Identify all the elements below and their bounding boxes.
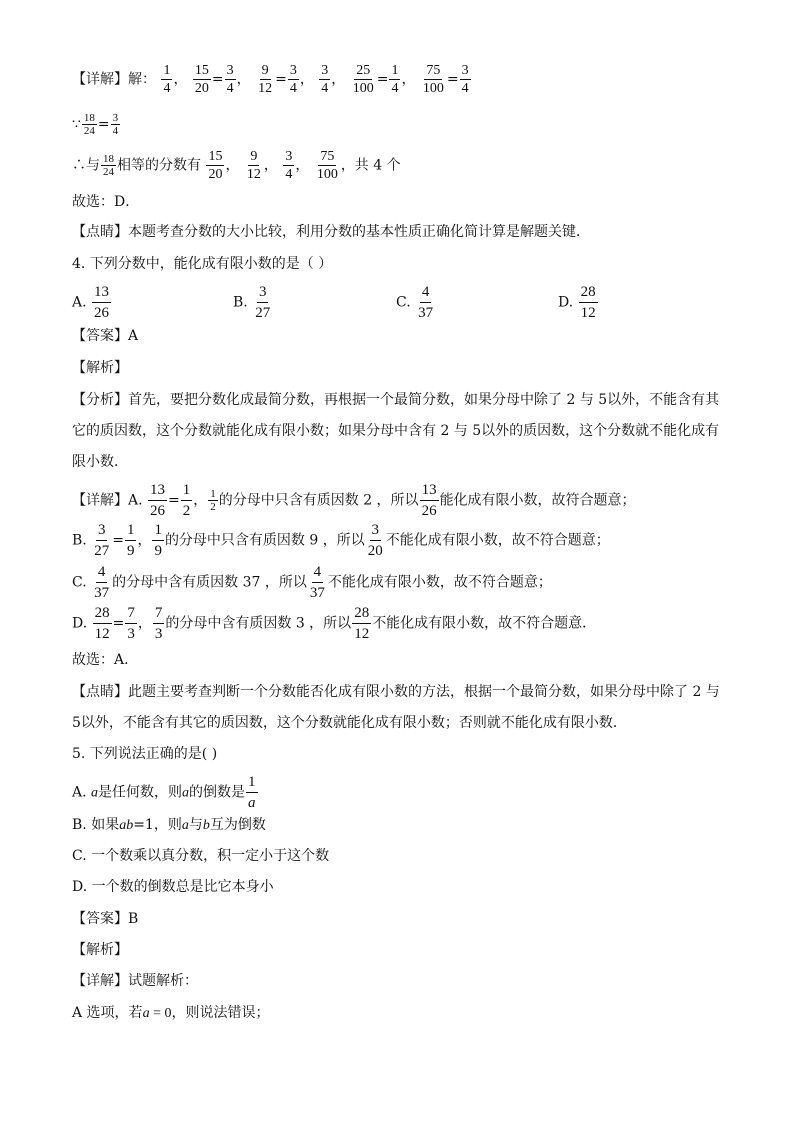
fraction: $\frac{75}{100}$: [422, 63, 444, 96]
fraction: $\frac{1}{9}$: [126, 522, 135, 559]
q4-option-c: [396, 282, 436, 323]
choose-line: 故选：D．: [72, 194, 140, 210]
fraction: $\frac{3}{4}$: [289, 63, 297, 96]
fraction: $\frac{75}{100}$: [316, 149, 338, 182]
option-label: C.: [72, 574, 87, 591]
fraction: $\frac{1}{9}$: [154, 522, 162, 559]
q4-fenxi-3: 限小数．: [72, 454, 128, 470]
detail-text: 能化成有限小数，故符合题意；: [439, 492, 636, 509]
q5-detail: 【详解】试题解析：: [72, 973, 198, 989]
q4-stem: 4. 下列分数中，能化成有限小数的是（ ）: [72, 256, 333, 272]
option-label: A.: [128, 492, 143, 509]
q4-fenxi-1: 【分析】首先，要把分数化成最简分数，再根据一个最简分数，如果分母中除了 2 与 5以外，不能含有其: [72, 392, 720, 408]
option-label: B.: [72, 532, 87, 549]
fraction: $\frac{7}{3}$: [127, 605, 135, 642]
q4-detail-a: 【详解】A. $\frac{13}{26}$ = $\frac{1}{2}$ ， $\frac{1}{2}$ 的分母中只含有质因数 2 ，所以 $\frac{13}{26}$ 能化成有限小数，故符合题意；: [72, 482, 636, 519]
fraction: $\frac{3}{4}$: [226, 63, 234, 96]
q4-option-b: [233, 282, 273, 323]
therefore-desc: 相等的分数有: [117, 157, 201, 174]
detail-text: 不能化成有限小数，故不符合题意；: [327, 574, 552, 591]
option-label: A.: [72, 784, 92, 801]
fraction: $\frac{3}{4}$: [285, 149, 293, 182]
fraction: $\frac{1}{a}$: [248, 774, 256, 811]
equation: = 0: [149, 1006, 172, 1021]
fraction: $\frac{3}{27}$: [255, 284, 271, 321]
fraction: $\frac{18}{24}$: [83, 112, 95, 137]
variable: a: [91, 785, 99, 801]
fraction: $\frac{13}{26}$: [94, 284, 110, 321]
explain-tag: 【详解】: [72, 71, 128, 88]
q4-detail-b: B. $\frac{3}{27}$ = $\frac{1}{9}$ ， $\frac{1}{9}$ 的分母中只含有质因数 9 ，所以 $\frac{3}{20}$ 不能化成有限小数，故不符合题意；: [72, 522, 610, 559]
q5-stem: 5. 下列说法正确的是( ): [72, 746, 218, 762]
fraction: $\frac{15}{20}$: [194, 63, 209, 96]
q5-analysis: 【解析】: [72, 942, 128, 958]
q4-option-d: [558, 282, 599, 323]
fraction: $\frac{28}{12}$: [354, 605, 370, 642]
option-text: 是任何数，则: [98, 784, 183, 801]
comment-line: 【点睛】本题考查分数的大小比较，利用分数的基本性质正确化简计算是解题关键．: [72, 224, 590, 240]
detail-text: 不能化成有限小数，故不符合题意；: [385, 532, 610, 549]
detail-tag: 【详解】: [72, 492, 128, 509]
q4-option-a: [72, 282, 112, 323]
fraction: $\frac{18}{24}$: [103, 153, 114, 178]
explain3-line1: 【详解】解： $\frac{1}{4}$ ， $\frac{15}{20}$ = $\frac{3}{4}$ ， $\frac{9}{12}$ = $\frac{3}{4}$ ， $\frac{3}{4}$ ， $\frac{25}{100}$ = $\frac{1}{4}$ ， $\frac{75}{100}$ = $\frac{3}{4}$: [72, 63, 469, 96]
q5-detail-a: [72, 1003, 269, 1024]
fraction: $\frac{3}{4}$: [112, 112, 119, 137]
therefore-line: ∴与 $\frac{18}{24}$ 相等的分数有 $\frac{15}{20}$ ， $\frac{9}{12}$ ， $\frac{3}{4}$ ， $\frac{75}{100}$ ，共 4 个: [72, 149, 401, 182]
option-text: B. 如果: [72, 817, 120, 833]
option-text: 的倒数是: [189, 784, 246, 801]
fraction: $\frac{1}{2}$: [182, 482, 191, 519]
fraction: $\frac{28}{12}$: [580, 284, 596, 321]
option-label: A.: [72, 294, 87, 311]
q4-detail-d: D. $\frac{28}{12}$ = $\frac{7}{3}$ ， $\frac{7}{3}$ 的分母中含有质因数 3 ，所以 $\frac{28}{12}$ 不能化成有限小数，故不符合题意．: [72, 605, 597, 642]
because-symbol: ∵: [72, 116, 81, 133]
fraction: $\frac{4}{37}$: [309, 564, 325, 601]
q5-option-a: [72, 772, 259, 813]
fraction: $\frac{7}{3}$: [154, 605, 163, 642]
fraction: $\frac{3}{4}$: [461, 63, 469, 96]
detail-text: A 选项，若: [72, 1005, 143, 1021]
variable: ab: [119, 818, 134, 833]
q4-comment-2: 5以外，不能含有其它的质因数，这个分数就能化成有限小数；否则就不能化成有限小数．: [72, 715, 627, 731]
detail-text: 的分母中只含有质因数 9 ，所以: [164, 532, 365, 549]
variable: a: [181, 818, 189, 833]
count-text: ，共 4 个: [340, 157, 401, 174]
because-line: ∵ $\frac{18}{24}$ = $\frac{3}{4}$: [72, 112, 119, 137]
fraction: $\frac{1}{2}$: [210, 488, 216, 513]
q4-choose: 故选：A．: [72, 652, 139, 668]
fraction: $\frac{13}{26}$: [421, 482, 437, 519]
detail-text: 不能化成有限小数，故不符合题意．: [372, 615, 597, 632]
variable: a: [182, 785, 190, 801]
q4-fenxi-2: 它的质因数，这个分数就能化成有限小数；如果分母中含有 2 与 5以外的质因数，这个分数就不能化成有: [72, 423, 720, 439]
detail-text: ，则说法错误；: [171, 1005, 270, 1021]
option-label: C.: [396, 294, 411, 311]
option-label: B.: [233, 294, 248, 311]
therefore-text: ∴与: [72, 157, 100, 174]
fraction: $\frac{4}{37}$: [94, 564, 110, 601]
q4-comment-1: 【点睛】此题主要考查判断一个分数能否化成有限小数的方法，根据一个最简分数，如果分母中除了 2 与: [72, 684, 720, 700]
option-label: D.: [72, 615, 88, 632]
detail-text: 的分母中含有质因数 3 ，所以: [165, 615, 352, 632]
fraction: $\frac{13}{26}$: [150, 482, 166, 519]
q4-analysis: 【解析】: [72, 360, 128, 376]
option-label: D.: [558, 294, 574, 311]
option-text: 与: [188, 817, 203, 833]
q5-answer: 【答案】B: [72, 911, 139, 927]
fraction: $\frac{15}{20}$: [208, 149, 223, 182]
fraction: $\frac{25}{100}$: [352, 63, 374, 96]
q4-detail-c: [72, 562, 552, 603]
fraction: $\frac{3}{4}$: [321, 63, 329, 96]
fraction: $\frac{3}{27}$: [94, 522, 110, 559]
jie-label: 解：: [128, 71, 156, 88]
fraction: $\frac{1}{4}$: [391, 63, 399, 96]
variable: a: [142, 1006, 150, 1021]
detail-text: 的分母中含有质因数 37 ，所以: [112, 574, 307, 591]
q5-option-d: D. 一个数的倒数总是比它本身小: [72, 879, 274, 895]
detail-text: 的分母中只含有质因数 2 ，所以: [218, 492, 419, 509]
fraction: $\frac{4}{37}$: [418, 284, 434, 321]
q5-option-c: C. 一个数乘以真分数，积一定小于这个数: [72, 848, 330, 864]
fraction: $\frac{9}{12}$: [258, 63, 273, 96]
q5-option-b: [72, 815, 266, 836]
q4-answer: 【答案】A: [72, 328, 139, 344]
fraction: $\frac{1}{4}$: [163, 63, 171, 96]
fraction: $\frac{28}{12}$: [94, 605, 110, 642]
fraction: $\frac{3}{20}$: [367, 522, 383, 559]
option-text: 互为倒数: [209, 817, 266, 833]
variable: b: [202, 818, 210, 833]
option-text: =1，则: [133, 817, 182, 833]
fraction: $\frac{9}{12}$: [246, 149, 261, 182]
